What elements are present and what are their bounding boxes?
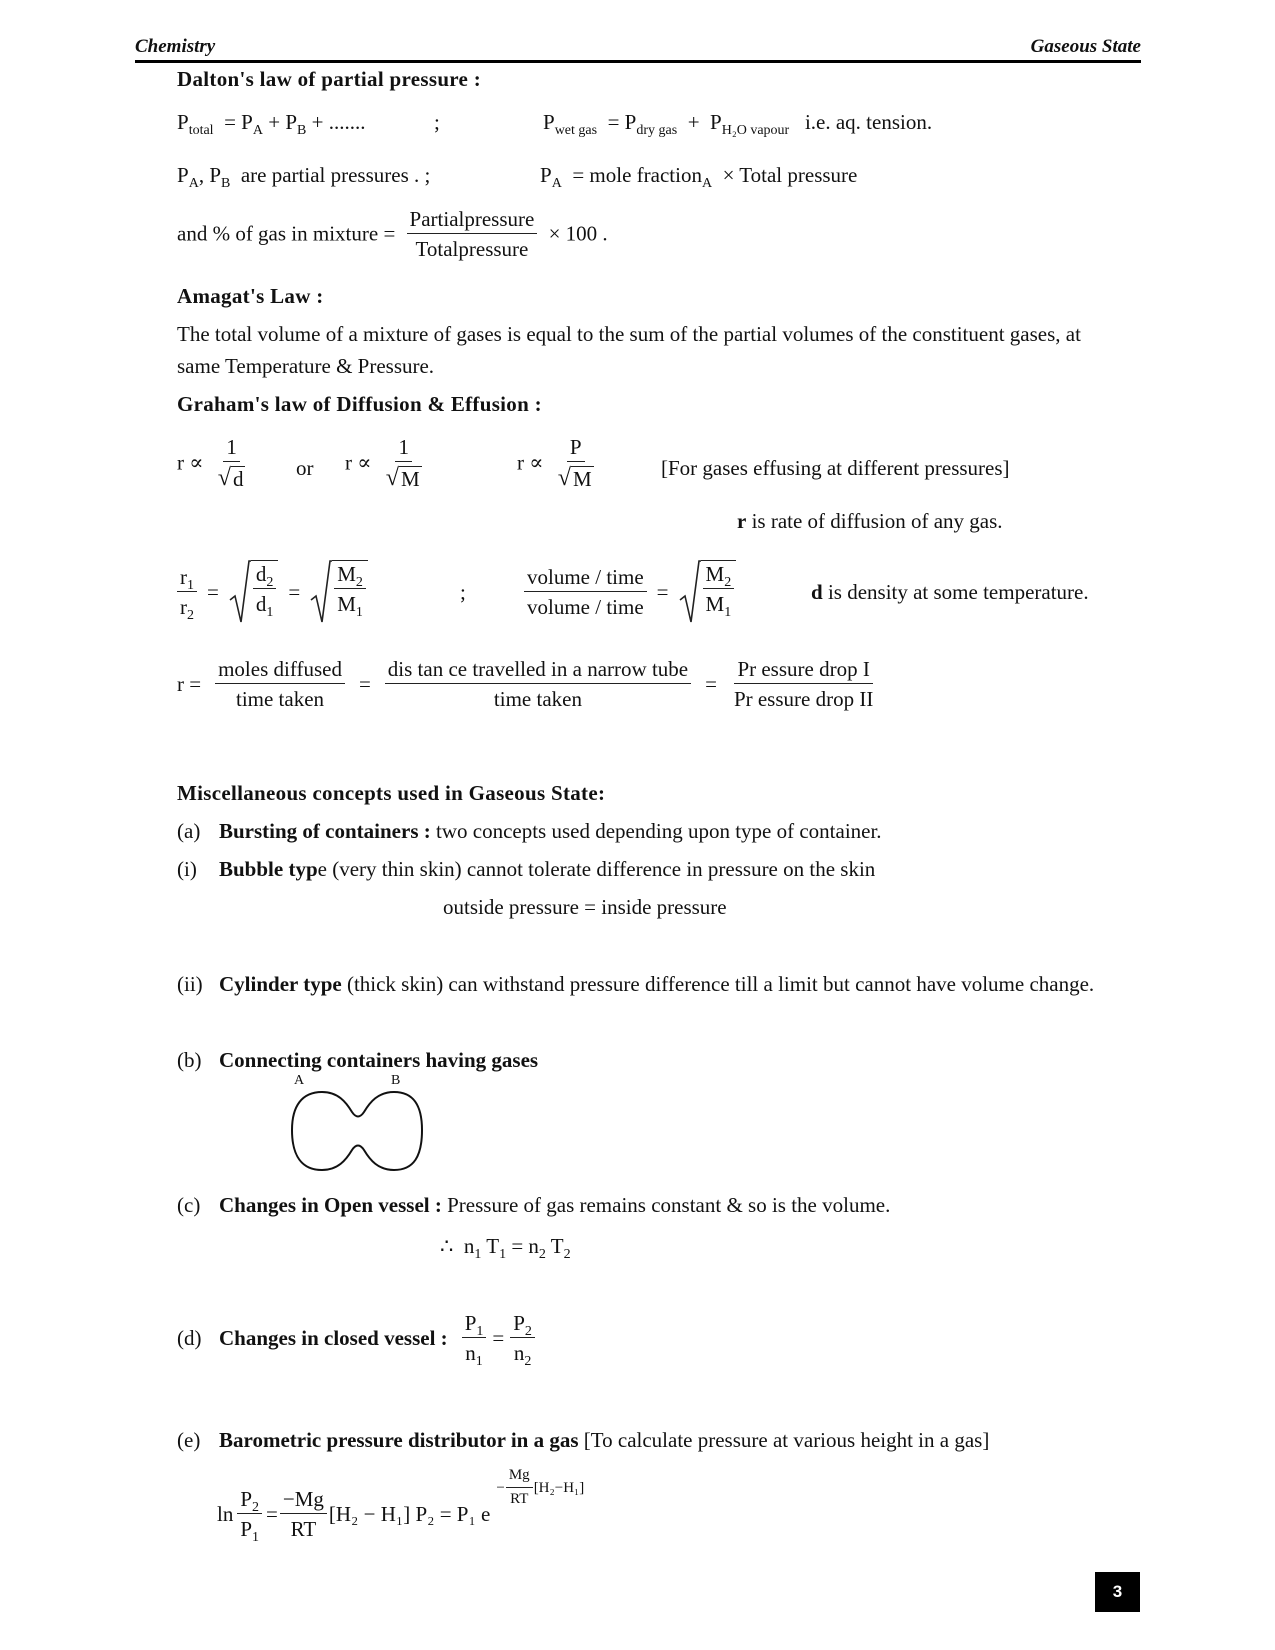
header-rule <box>135 60 1141 63</box>
misc-item-a: (a) Bursting of containers : two concepts used depending upon type of container. <box>177 819 882 843</box>
amagat-body-2: same Temperature & Pressure. <box>177 354 435 378</box>
graham-rel-pressure: r ∝ P √ M <box>517 435 592 492</box>
page-number-badge: 3 <box>1095 1572 1140 1612</box>
dalton-eq-wet: $P_{wet gas} = P_{dry gas} + P_{H_2O vapour}$ i.e. aq. tension. <box>543 110 933 138</box>
misc-item-i-eq: outside pressure = inside pressure <box>443 895 727 919</box>
dalton-heading: Dalton's law of partial pressure : <box>177 67 482 91</box>
barometric-exponent: − $\frac{Mg}{RT}$ [H₂−H₁] <box>496 1467 585 1508</box>
dumbbell-vessel-icon <box>290 1088 425 1174</box>
graham-d-note: d is density at some temperature. <box>811 580 1089 604</box>
graham-heading: Graham's law of Diffusion & Effusion : <box>177 392 542 416</box>
misc-item-i: (i) Bubble type (very thin skin) cannot tolerate difference in pressure on the skin <box>177 857 876 881</box>
header-subject: Chemistry <box>135 36 216 57</box>
misc-heading: Miscellaneous concepts used in Gaseous State: <box>177 781 606 805</box>
amagat-heading: Amagat's Law : <box>177 284 324 308</box>
barometric-formula: ln $\frac{P_2}{P_1}$ = $\frac{-Mg}{RT}$ [H₂ − H₁] P₂ = P₁ e − $\frac{Mg}{RT}$ [H₂−H₁] <box>217 1467 585 1546</box>
dalton-mole-fraction: $P_A$ = mole fraction$_A$ × Total pressure <box>540 163 858 191</box>
graham-or: or <box>296 456 314 480</box>
amagat-body-1: The total volume of a mixture of gases is equal to the sum of the partial volumes of the constituent gases, at <box>177 322 1081 346</box>
misc-item-c-eq: ∴ $n_1$ $T_1 = n_2$ $T_2$ <box>440 1234 571 1262</box>
container-b-label: B <box>391 1073 401 1088</box>
graham-ratio-eq: $\frac{r_1}{r_2}$ = $\frac{d_2}{d_1}$ = $\frac{M_2}{M_1}$ <box>177 560 368 624</box>
dalton-partial-def: $P_A$, $P_B$ are partial pressures . ; <box>177 163 431 191</box>
graham-volume-time-eq: $\frac{\text{volume / time}}{\text{volume / time}}$ = $\frac{M_2}{M_1}$ <box>524 560 736 624</box>
header-chapter: Gaseous State <box>1030 36 1141 57</box>
misc-item-ii: (ii) Cylinder type (thick skin) can withstand pressure difference till a limit but cannot have volume change. <box>177 972 1095 996</box>
misc-item-c: (c) Changes in Open vessel : Pressure of gas remains constant & so is the volume. <box>177 1193 891 1217</box>
dalton-percent: and % of gas in mixture = $\frac{\text{Partialpressure}}{\text{Totalpressure}}$ × 100 . <box>177 207 608 262</box>
graham-rel-mass: r ∝ 1 √ M <box>345 435 420 492</box>
graham-rel-density: r ∝ 1 √ d <box>177 435 244 492</box>
misc-item-d: (d) Changes in closed vessel : $\frac{P_1}{n_1}$ = $\frac{P_2}{n_2}$ <box>177 1312 541 1364</box>
graham-r-note: r is rate of diffusion of any gas. <box>737 509 1003 533</box>
container-a-label: A <box>294 1073 305 1088</box>
dalton-eq-total: $P_{total} = P_A + P_B$ + ....... <box>177 110 366 138</box>
graham-ratio-sep: ; <box>460 580 466 604</box>
dalton-sep: ; <box>434 110 440 134</box>
connecting-containers-figure <box>290 1074 425 1174</box>
graham-rate-eq: r = $\frac{\text{moles diffused}}{\text{time taken}}$ = $\frac{\text{dis tan ce travelled in a narrow tube}}{\text{time taken}}$ = $\frac{\text{Pr essure drop I}}{\text{Pr essure drop II}}$ <box>177 657 874 712</box>
misc-item-e: (e) Barometric pressure distributor in a gas [To calculate pressure at various height in a gas] <box>177 1428 990 1452</box>
graham-rel3-note: [For gases effusing at different pressures] <box>661 456 1010 480</box>
misc-item-b: (b) Connecting containers having gases <box>177 1048 539 1072</box>
